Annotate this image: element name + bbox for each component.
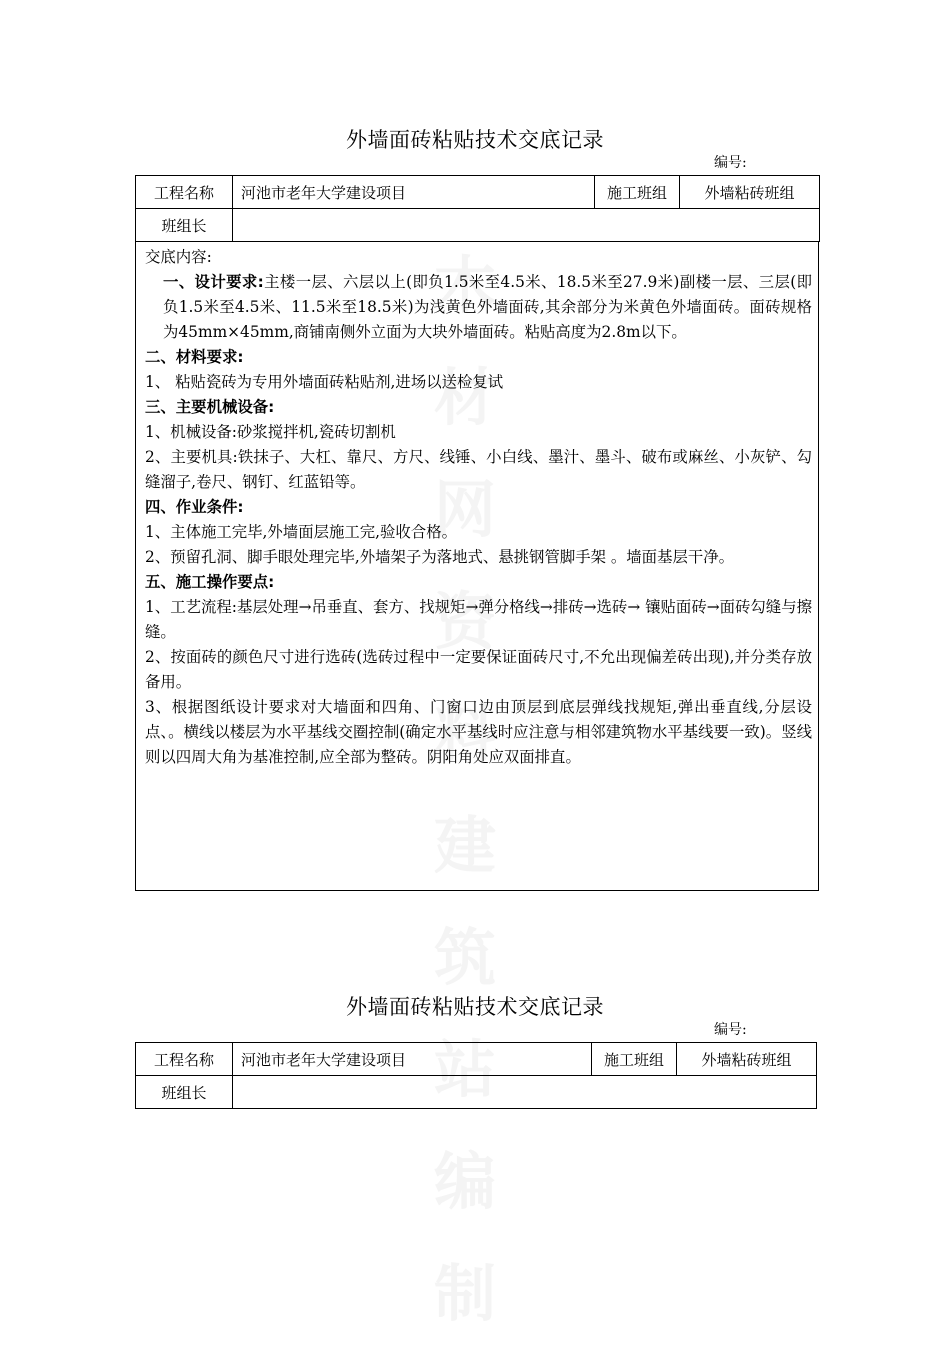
section-heading: 四、作业条件: xyxy=(145,498,244,516)
number-label: 编号: xyxy=(714,1022,747,1038)
team-leader-value xyxy=(233,209,820,242)
header-table xyxy=(135,175,820,242)
section-design xyxy=(145,270,812,345)
project-name-label: 工程名称 xyxy=(136,1043,233,1076)
paragraph: 1、 粘贴瓷砖为专用外墙面砖粘贴剂,进场以送检复试 xyxy=(145,373,504,391)
team-label: 施工班组 xyxy=(595,176,680,209)
paragraph: 2、预留孔洞、脚手眼处理完毕,外墙架子为落地式、悬挑钢管脚手架 。墙面基层干净。 xyxy=(145,548,735,566)
section-text: 主楼一层、六层以上(即负1.5米至4.5米、18.5米至27.9米)副楼一层、三层(即负1.5米至4.5米、11.5米至18.5米)为浅黄色外墙面砖,其余部分为米黄色外墙面砖。面砖规格为45mm×45mm,商铺南侧外立面为大块外墙面砖。粘贴高度为2.8m以下。 xyxy=(163,273,812,341)
content-intro: 交底内容: xyxy=(145,248,212,266)
briefing-content xyxy=(135,242,819,891)
project-name-label: 工程名称 xyxy=(136,176,233,209)
paragraph: 1、主体施工完毕,外墙面层施工完,验收合格。 xyxy=(145,523,457,541)
team-label: 施工班组 xyxy=(592,1043,677,1076)
paragraph: 2、主要机具:铁抹子、大杠、靠尺、方尺、线锤、小白线、墨汁、墨斗、破布或麻丝、小灰铲、勾缝溜子,卷尺、钢钉、红蓝铅等。 xyxy=(145,448,812,491)
project-name-value: 河池市老年大学建设项目 xyxy=(233,1043,592,1076)
paragraph: 1、工艺流程:基层处理→吊垂直、套方、找规矩→弹分格线→排砖→选砖→ 镶贴面砖→面砖勾缝与擦缝。 xyxy=(145,598,812,641)
leader-row xyxy=(136,209,820,242)
watermark-char: 料 xyxy=(433,697,496,770)
paragraph: 1、机械设备:砂浆搅拌机,瓷砖切割机 xyxy=(145,423,396,441)
header-row xyxy=(136,1043,817,1076)
watermark-char: 材 xyxy=(433,361,496,434)
section-heading: 三、主要机械设备: xyxy=(145,398,275,416)
watermark-char: 筑 xyxy=(433,921,496,994)
watermark-char: 制 xyxy=(433,1257,496,1330)
number-label: 编号: xyxy=(714,155,747,171)
watermark-char: 资 xyxy=(433,585,496,658)
team-leader-label: 班组长 xyxy=(136,1076,233,1109)
leader-row xyxy=(136,1076,817,1109)
team-value: 外墙粘砖班组 xyxy=(680,176,820,209)
paragraph: 2、按面砖的颜色尺寸进行选砖(选砖过程中一定要保证面砖尺寸,不允出现偏差砖出现),并分类存放备用。 xyxy=(145,648,812,691)
watermark-char: 网 xyxy=(433,473,496,546)
section-heading: 五、施工操作要点: xyxy=(145,573,275,591)
paragraph: 3、根据图纸设计要求对大墙面和四角、门窗口边由顶层到底层弹线找规矩,弹出垂直线,分层设点、。横线以楼层为水平基线交圈控制(确定水平基线时应注意与相邻建筑物水平基线要一致)。竖线则以四周大角为基准控制,应全部为整砖。阴阳角处应双面排直。 xyxy=(145,698,812,766)
header-row xyxy=(136,176,820,209)
team-value: 外墙粘砖班组 xyxy=(677,1043,817,1076)
watermark-char: 编 xyxy=(433,1145,496,1218)
section-heading: 二、材料要求: xyxy=(145,348,244,366)
team-leader-label: 班组长 xyxy=(136,209,233,242)
project-name-value: 河池市老年大学建设项目 xyxy=(233,176,595,209)
watermark-char: 木 xyxy=(433,249,496,322)
watermark-char: 建 xyxy=(433,809,496,882)
page-title: 外墙面砖粘贴技术交底记录 xyxy=(346,128,604,152)
page-title: 外墙面砖粘贴技术交底记录 xyxy=(346,995,604,1019)
team-leader-value xyxy=(233,1076,817,1109)
watermark-char: 站 xyxy=(433,1033,496,1106)
section-heading: 一、设计要求: xyxy=(163,273,264,291)
header-table xyxy=(135,1042,817,1109)
